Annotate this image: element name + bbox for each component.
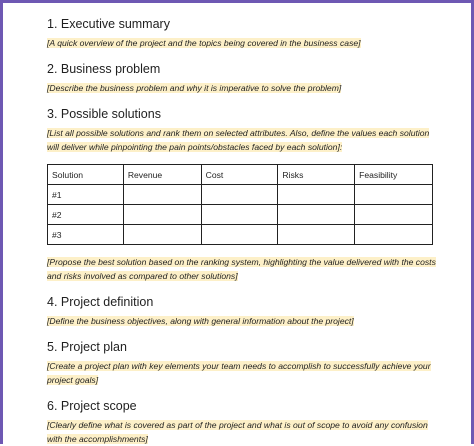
proposal-note: [Propose the best solution based on the ranking system, highlighting the value delivered with the costs and risks involved as compared to other solutions] (47, 257, 436, 281)
section-title: 1. Executive summary (47, 17, 170, 31)
table-header-cell: Cost (201, 165, 278, 185)
table-cell[interactable] (278, 205, 355, 225)
section-note: [Define the business objectives, along with general information about the project] (47, 316, 354, 326)
section-project-scope (47, 399, 437, 446)
section-executive-summary (47, 17, 437, 50)
table-cell[interactable] (355, 185, 433, 205)
section-project-definition (47, 295, 437, 328)
section-title: 6. Project scope (47, 399, 137, 413)
table-cell[interactable] (355, 225, 433, 245)
document-content (47, 17, 437, 446)
section-title: 2. Business problem (47, 62, 161, 76)
table-cell[interactable] (201, 225, 278, 245)
table-row (48, 205, 433, 225)
table-cell[interactable] (123, 225, 201, 245)
section-note: [Describe the business problem and why it is imperative to solve the problem] (47, 83, 342, 93)
section-title: 3. Possible solutions (47, 107, 161, 121)
section-project-plan (47, 340, 437, 387)
table-cell[interactable] (278, 225, 355, 245)
section-possible-solutions (47, 107, 437, 283)
section-note: [Clearly define what is covered as part of the project and what is out of scope to avoid any confusion with the accomplishments] (47, 420, 428, 444)
table-cell[interactable]: #1 (48, 185, 124, 205)
section-title: 5. Project plan (47, 340, 127, 354)
table-header-cell: Solution (48, 165, 124, 185)
table-cell[interactable] (123, 185, 201, 205)
table-cell[interactable] (123, 205, 201, 225)
section-note: [List all possible solutions and rank them on selected attributes. Also, define the values each solution will deliver while pinpointing the pain points/obstacles faced by each solution]: (47, 128, 430, 152)
section-title: 4. Project definition (47, 295, 154, 309)
table-row (48, 185, 433, 205)
section-business-problem (47, 62, 437, 95)
table-header-cell: Revenue (123, 165, 201, 185)
table-row (48, 225, 433, 245)
table-cell[interactable] (201, 185, 278, 205)
table-cell[interactable] (355, 205, 433, 225)
section-note: [A quick overview of the project and the topics being covered in the business case] (47, 38, 361, 48)
solutions-table (47, 164, 433, 245)
table-header-cell: Risks (278, 165, 355, 185)
table-cell[interactable] (278, 185, 355, 205)
table-header-row (48, 165, 433, 185)
table-cell[interactable]: #3 (48, 225, 124, 245)
section-note: [Create a project plan with key elements your team needs to accomplish to successfully achieve your project goals] (47, 361, 431, 385)
table-header-cell: Feasibility (355, 165, 433, 185)
table-cell[interactable]: #2 (48, 205, 124, 225)
table-cell[interactable] (201, 205, 278, 225)
